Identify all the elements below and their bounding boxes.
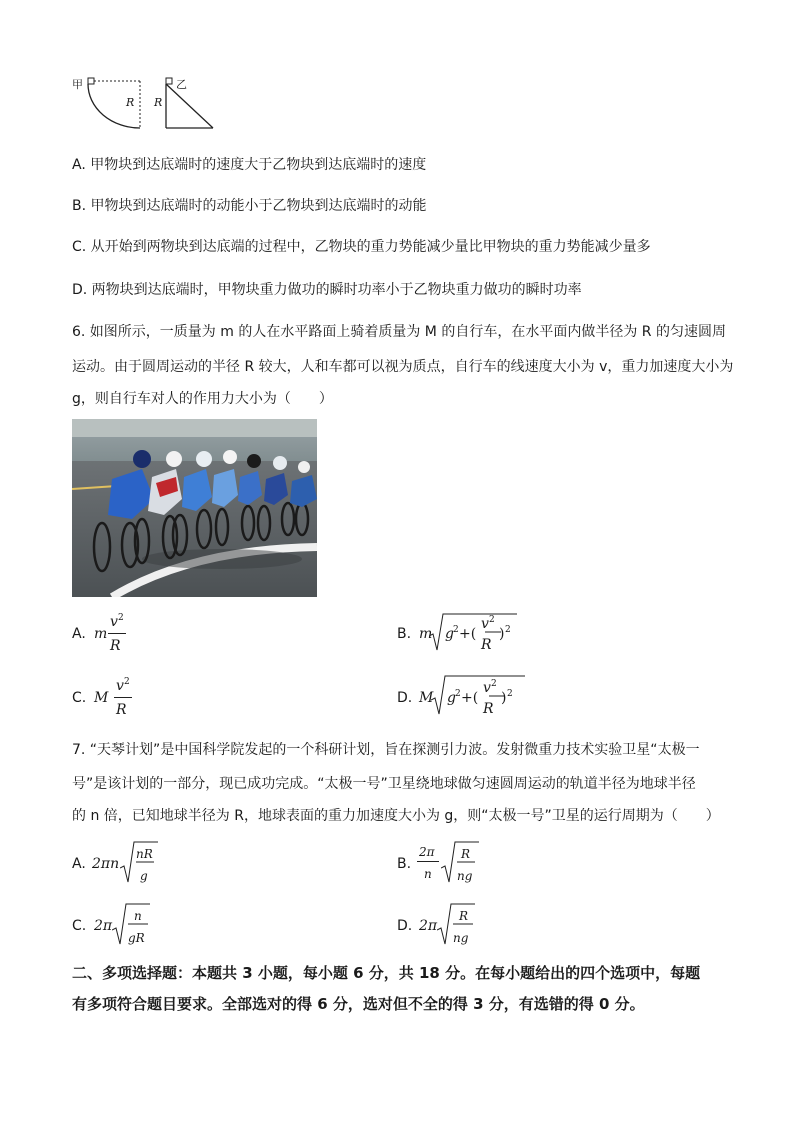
cyclists-photo xyxy=(72,419,317,597)
q7-option-b: B. 2π n R ng xyxy=(397,838,547,888)
q6-option-d: D. M g 2 +( v 2 R ) 2 xyxy=(397,672,557,720)
cyclists-photo-drawing xyxy=(72,419,317,597)
label-R-yi: R xyxy=(154,96,163,109)
q7-stem-line3: 的 n 倍，已知地球半径为 R，地球表面的重力加速度大小为 g，则“太极一号”卫星的运行周期为（ ） xyxy=(72,808,720,824)
q6-a-fraction-bar xyxy=(108,633,126,634)
section2-heading-line2: 有多项符合题目要求。全部选对的得 6 分，选对但不全的得 3 分，有选错的得 0 分。 xyxy=(72,995,645,1013)
q5-option-d: D. 两物块到达底端时，甲物块重力做功的瞬时功率小于乙物块重力做功的瞬时功率 xyxy=(72,282,582,298)
q7-stem-line1: 7. “天琴计划”是中国科学院发起的一个科研计划，旨在探测引力波。发射微重力技术实验卫星“太极一 xyxy=(72,742,700,758)
q6-option-c: C. M v 2 R xyxy=(72,674,192,720)
q6-option-a: A. m v 2 R xyxy=(72,612,192,656)
label-R-jia: R xyxy=(126,96,135,109)
q5-option-c: C. 从开始到两物块到达底端的过程中，乙物块的重力势能减少量比甲物块的重力势能减少量多 xyxy=(72,239,651,255)
q5-option-a: A. 甲物块到达底端时的速度大于乙物块到达底端时的速度 xyxy=(72,157,427,173)
figure-q5-drawing xyxy=(72,74,222,134)
label-jia: 甲 xyxy=(72,78,83,91)
q6-a-mass: m xyxy=(94,626,108,642)
q7-option-c: C. 2π n gR xyxy=(72,900,222,950)
q6-c-fraction-bar xyxy=(114,697,132,698)
figure-q5 xyxy=(72,74,222,134)
q5-option-b: B. 甲物块到达底端时的动能小于乙物块到达底端时的动能 xyxy=(72,198,427,214)
label-yi: 乙 xyxy=(176,78,187,91)
q7-stem-line2: 号”是该计划的一部分，现已成功完成。“太极一号”卫星绕地球做匀速圆周运动的轨道半径为地球半径 xyxy=(72,776,696,792)
section2-heading-line1: 二、多项选择题：本题共 3 小题，每小题 6 分，共 18 分。在每小题给出的四个选项中，每题 xyxy=(72,964,701,982)
q6-stem-line3: g，则自行车对人的作用力大小为（ ） xyxy=(72,391,333,407)
q6-stem-line1: 6. 如图所示，一质量为 m 的人在水平路面上骑着质量为 M 的自行车，在水平面内做半径为 R 的匀速圆周 xyxy=(72,324,726,340)
q7-option-a: A. 2πn nR g xyxy=(72,838,222,888)
q7-b-fraction-bar xyxy=(417,861,439,862)
q6-c-mass: M xyxy=(94,690,109,706)
q6-stem-line2: 运动。由于圆周运动的半径 R 较大，人和车都可以视为质点，自行车的线速度大小为 v，重力加速度大小为 xyxy=(72,359,734,375)
q6-option-b: B. m g 2 +( v 2 R ) 2 xyxy=(397,610,557,656)
q7-option-d: D. 2π R ng xyxy=(397,900,547,950)
